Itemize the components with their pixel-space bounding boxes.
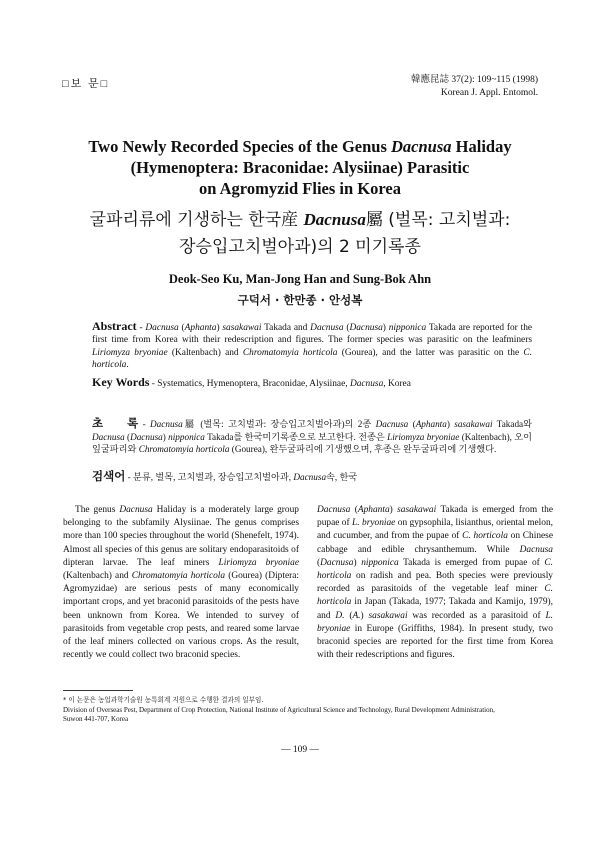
bl-t2: Dacnusa bbox=[119, 505, 153, 515]
br-t6: Takada is emerged from the pupae of bbox=[317, 505, 553, 529]
kk-dash: - bbox=[125, 472, 133, 482]
br-t3: Aphanta bbox=[357, 505, 390, 515]
korean-keywords bbox=[92, 470, 532, 483]
abstract-t5: sasakawai bbox=[222, 323, 262, 333]
ka-t5: Aphanta bbox=[415, 419, 447, 429]
ka-t11: Dacnusa bbox=[130, 431, 163, 442]
br-t24: ) bbox=[360, 610, 369, 621]
title-en-line3: on Agromyzid Flies in Korea bbox=[199, 179, 401, 198]
title-english bbox=[40, 136, 560, 199]
body-column-right bbox=[317, 504, 553, 662]
ka-t15: Liriomyza bryoniae bbox=[387, 431, 460, 442]
section-label: □보 문□ bbox=[62, 78, 110, 90]
abstract-t12: Takada are reported for the first time from Korea with their redescription and figures. The former species was parasitic on the leafminers bbox=[92, 323, 533, 346]
abstract-label: Abstract bbox=[92, 319, 137, 333]
ka-t2: 屬 (벌목: 고치벌과: 장승입고치벌아과)의 2종 bbox=[182, 419, 376, 429]
br-t7: L. bryoniae bbox=[352, 518, 396, 529]
body-column-left bbox=[63, 504, 299, 662]
br-t13: Dacnusa bbox=[320, 557, 354, 568]
kk-t3: 속, 한국 bbox=[326, 472, 358, 482]
br-t23: A. bbox=[352, 610, 361, 621]
ka-t4: ( bbox=[408, 419, 416, 429]
br-t14: ) bbox=[353, 557, 362, 568]
abstract-t10: ) bbox=[382, 323, 389, 333]
keywords-dash: - bbox=[149, 379, 158, 389]
title-ko-line1-pre: 굴파리류에 기생하는 한국産 bbox=[89, 210, 304, 230]
br-t20: in Japan (Takada, 1977; Takada and Kamijo, 1979), and bbox=[317, 597, 553, 621]
ka-t14: Takada를 한국미기록종으로 보고한다. 전종은 bbox=[204, 431, 388, 442]
abstract-t17: C. horticola bbox=[92, 347, 533, 371]
ka-t16: (Kaltenbach), 오이잎굴파리와 bbox=[92, 431, 533, 455]
br-t22: ( bbox=[344, 610, 353, 621]
ka-dash: - bbox=[138, 419, 151, 429]
ka-t1: Dacnusa bbox=[150, 419, 183, 429]
br-t15: nipponica bbox=[361, 557, 399, 568]
abstract-t14: (Kaltenbach) and bbox=[167, 347, 243, 358]
abstract-t8: ( bbox=[343, 323, 350, 333]
title-korean bbox=[40, 206, 560, 261]
abstract-t11: nipponica bbox=[388, 323, 427, 333]
korean-abstract bbox=[92, 417, 532, 456]
keywords-label: Key Words bbox=[92, 375, 150, 389]
footnote-line-1: * 이 논문은 농업과학기술원 농특회계 지원으로 수행한 결과의 일부임. bbox=[63, 696, 264, 704]
abstract-t18: . bbox=[126, 360, 129, 371]
citation-line-2: Korean J. Appl. Entomol. bbox=[440, 88, 538, 98]
br-t17: C. horticola bbox=[317, 557, 553, 582]
abstract-t7: Dacnusa bbox=[310, 323, 344, 333]
bl-t5: (Kaltenbach) and bbox=[63, 571, 132, 582]
authors-korean: 구덕서 · 한만종 · 안성복 bbox=[237, 293, 363, 307]
abstract-t2: ( bbox=[178, 323, 185, 333]
br-t16: Takada is emerged from pupae of bbox=[398, 557, 545, 568]
title-en-line1-pre: Two Newly Recorded Species of the Genus bbox=[88, 137, 392, 156]
br-t25: sasakawai bbox=[368, 610, 408, 621]
title-ko-genus: Dacnusa bbox=[303, 210, 366, 229]
abstract bbox=[92, 320, 532, 372]
br-t27: L. bryoniae bbox=[317, 610, 554, 634]
br-t26: was recorded as a parasitoid of bbox=[407, 610, 546, 621]
abstract-t4: ) bbox=[216, 323, 223, 333]
ka-t10: ( bbox=[124, 431, 131, 442]
abstract-t16: (Gourea), and the latter was parasitic on the bbox=[337, 347, 524, 358]
kk-t1: 분류, 벌목, 고치벌과, 장승입고치벌아과, bbox=[132, 472, 294, 482]
title-ko-line1-post: 屬 (벌목: 고치벌과: bbox=[365, 210, 511, 230]
citation-line-1: 韓應昆誌 37(2): 109~115 (1998) bbox=[411, 75, 538, 85]
br-t4: ) bbox=[389, 505, 398, 515]
title-ko-line2: 장승입고치벌아과)의 2 미기록종 bbox=[179, 237, 421, 257]
ka-t13: nipponica bbox=[168, 431, 205, 442]
br-t8: on gypsophila, lisianthus, oriental melon, and cucumber, and from the pupae of bbox=[317, 518, 553, 542]
journal-citation bbox=[411, 74, 538, 100]
br-t1: Dacnusa bbox=[317, 505, 351, 515]
keywords-t1: Systematics, Hymenoptera, Braconidae, Alysiinae, bbox=[157, 379, 350, 389]
ka-t3: Dacnusa bbox=[375, 419, 409, 429]
abstract-dash: - bbox=[136, 323, 146, 333]
bl-t6: Chromatomyia horticola bbox=[131, 571, 226, 582]
keywords-t2: Dacnusa bbox=[349, 379, 384, 389]
authors-english: Deok-Seo Ku, Man-Jong Han and Sung-Bok Ahn bbox=[168, 272, 432, 286]
br-t21: D. bbox=[335, 610, 345, 621]
abstract-t6: Takada and bbox=[261, 323, 311, 333]
korean-keywords-label: 검색어 bbox=[92, 469, 126, 483]
footnote-line-2: Division of Overseas Pest, Department of Crop Protection, National Institute of Agricultural Science and Technology, Rural Development Administration, bbox=[63, 705, 495, 714]
br-t12: ( bbox=[317, 557, 321, 568]
ka-t8: Takada와 bbox=[492, 419, 532, 429]
ka-t18: (Gourea), 완두굴파리에 기생했으며, 후종은 완두굴파리에 기생했다. bbox=[229, 444, 497, 455]
br-t28: in Europe (Griffiths, 1984). In present study, two braconid species are reported for the first time from Korea with their redescriptions and figures. bbox=[317, 623, 553, 661]
abstract-t3: Aphanta bbox=[184, 323, 217, 333]
abstract-t15: Chromatomyia horticola bbox=[242, 347, 338, 358]
br-t9: C. horticola bbox=[462, 531, 508, 542]
br-t19: C. horticola bbox=[317, 584, 553, 608]
title-en-genus: Dacnusa bbox=[391, 137, 452, 156]
ka-t12: ) bbox=[162, 431, 169, 442]
kk-t2: Dacnusa bbox=[293, 472, 327, 482]
ka-t17: Chromatomyia horticola bbox=[138, 444, 230, 455]
abstract-t13: Liriomyza bryoniae bbox=[92, 347, 168, 358]
footnote-line-3: Suwon 441-707, Korea bbox=[63, 715, 129, 723]
footnote bbox=[63, 696, 543, 725]
abstract-t9: Dacnusa bbox=[349, 323, 383, 333]
br-t2: ( bbox=[350, 505, 358, 515]
bl-t4: Liriomyza bryoniae bbox=[218, 557, 299, 568]
br-t10: on Chinese cabbage and edible chrysanthemum. While bbox=[317, 531, 553, 555]
keywords-t3: , Korea bbox=[383, 379, 411, 389]
page-number: — 109 — bbox=[281, 745, 319, 755]
ka-t7: sasakawai bbox=[454, 419, 493, 429]
br-t18: on radish and pea. Both species were previously recorded as parasitoids of the vegetable leaf miner bbox=[317, 571, 553, 595]
abstract-t1: Dacnusa bbox=[145, 323, 179, 333]
ka-t6: ) bbox=[446, 419, 455, 429]
br-t5: sasakawai bbox=[397, 505, 437, 515]
keywords bbox=[92, 376, 532, 390]
title-en-line2: (Hymenoptera: Braconidae: Alysiinae) Parasitic bbox=[130, 158, 470, 177]
bl-t3: Haliday is a moderately large group belonging to the subfamily Alysiinae. The genus comprises more than 100 species throughout the world (Shenefelt, 1974). Almost all species of this genus are solitary endoparasitoids of dipteran larvae. The leaf miners bbox=[63, 505, 299, 568]
bl-t1: The genus bbox=[75, 505, 120, 515]
br-t11: Dacnusa bbox=[519, 544, 553, 555]
footnote-divider bbox=[63, 690, 133, 691]
korean-abstract-label: 초 록 bbox=[92, 416, 139, 430]
ka-t9: Dacnusa bbox=[92, 431, 125, 442]
bl-t7: (Gourea) (Diptera: Agromyzidae) are serious pests of many economically important crops, and yet braconid parasitoids of the pests have been unknown from Korea. We intended to survey of parasitoids from vegetable crop pests, and reared some larvae of the leaf miners collected on various crops. As the result, recently we could collect two braconid species. bbox=[63, 571, 300, 661]
title-en-line1-post: Haliday bbox=[451, 137, 512, 156]
